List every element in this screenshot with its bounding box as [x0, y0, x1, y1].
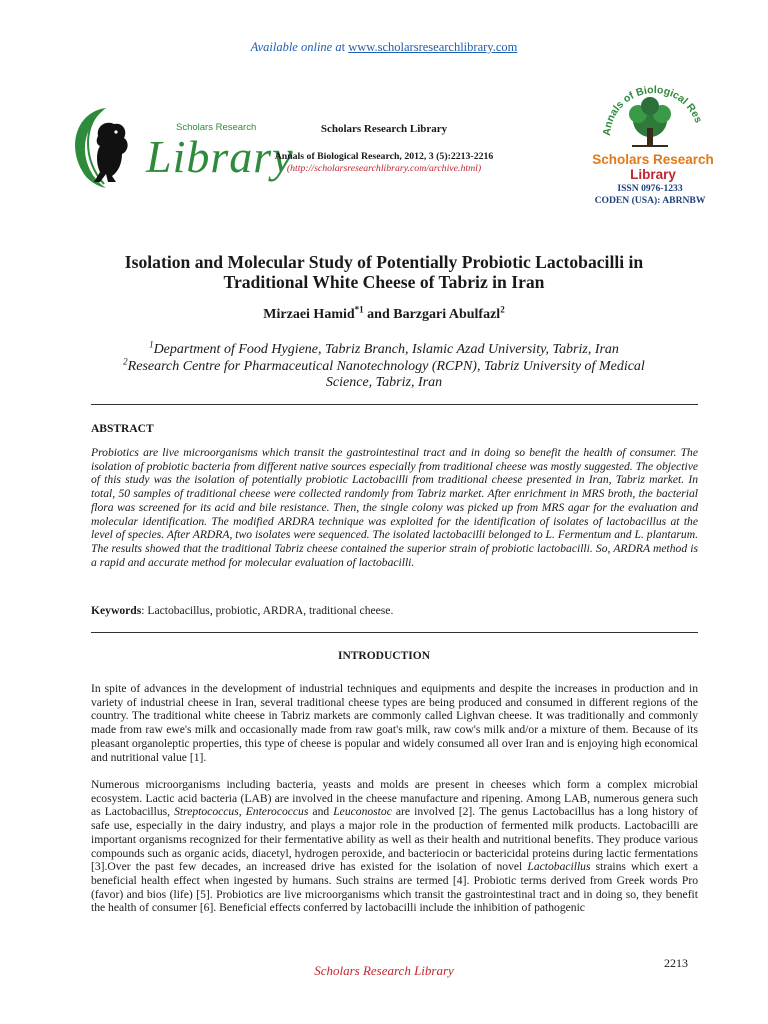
p2-part-b: ,: [238, 805, 246, 819]
divider-top: [91, 404, 698, 405]
issn-number: ISSN 0976-1233: [617, 183, 683, 194]
author-1-sup: *1: [354, 304, 364, 315]
logo-brand-script: Library: [146, 131, 294, 182]
p2-part-e: strains which exert a beneficial health effect when ingested by humans. Such strains are termed [4]. Probiotic terms derived from Greek words Pro (favor) and bios (life) [5]. Probiotics are live microorganisms which transit the gastrointestinal tract and in doing so, they benefit the health of consumer [6]. Beneficial effects conferred by lactobacilli include the inhibition of pathogenic: [91, 860, 698, 915]
affil-2b: Science, Tabriz, Iran: [325, 375, 443, 390]
available-label: Available online a: [250, 40, 342, 54]
archive-link[interactable]: (http://scholarsresearchlibrary.com/archive.html): [286, 163, 482, 174]
author-line: [60, 304, 708, 323]
p2-part-c: and: [308, 805, 334, 819]
annals-journal-logo: [588, 74, 718, 184]
affiliations: [60, 339, 708, 392]
p2-enterococcus: Enterococcus: [245, 805, 309, 819]
coden-number: CODEN (USA): ABRNBW: [594, 195, 706, 206]
available-label-tail: t: [341, 40, 349, 54]
journal-citation: Annals of Biological Research, 2012, 3 (5):2213-2216: [274, 151, 494, 162]
intro-paragraph-2: [91, 778, 698, 915]
page-number: 2213: [664, 956, 688, 970]
abstract-heading: ABSTRACT: [91, 423, 154, 435]
introduction-heading: INTRODUCTION: [337, 650, 430, 662]
logo-brand-line2: Library: [630, 167, 676, 182]
title-line-2: Traditional White Cheese of Tabriz in Iran: [223, 272, 545, 292]
logo-arc-text: Annals of Biological Res: [600, 83, 705, 137]
affil-2a: Research Centre for Pharmaceutical Nanotechnology (RCPN), Tabriz University of Medical: [127, 358, 645, 374]
abstract-body: Probiotics are live microorganisms which transit the gastrointestinal tract and in doing so benefit the health of consumer. The isolation of probiotic bacteria from different native sources especially from traditional cheese was mostly suggested. The objective of this study was the isolation of potentially probiotic Lactobacilli from traditional cheese presented in Iran, Tabriz market. In total, 50 samples of traditional cheese were collected randomly from Tabriz market. After enrichment in MRS broth, the bacterial flora was screened for its acid and bile resistance. Then, the single colony was picked up from MRS agar for the evaluation and molecular identification. The modified ARDRA technique was exploited for the identification of isolates of lactobacillus at the level of species. After ARDRA, two isolates were sequenced. The isolated lactobacilli belonged to L. Fermentum and L. plantarum. The results showed that the traditional Tabriz cheese contained the superior strain of probiotic lactobacilli. So, ARDRA method is a rapid and accurate method for molecular evaluation of lactobacilli.: [91, 446, 698, 569]
author-1: Mirzaei Hamid: [263, 307, 355, 322]
divider-bottom: [91, 632, 698, 633]
intro-paragraph-1: In spite of advances in the development of industrial techniques and equipments and despite the increases in production and in variety of industrial cheese in Iran, several traditional cheese types are being produced and consumed in different regions of the country. The traditional white cheese in Tabriz markets are commonly called Lighvan cheese. It was traditionally and commonly made from raw ewe's milk and occasionally made from raw goat's milk, raw cow's milk and/or a mixture of them. Because of its pleasant organoleptic properties, this type of cheese is popular and widely consumed all over Iran and is enjoying high economical and nutritional value [1].: [91, 682, 698, 764]
footer-library: Scholars Research Library: [314, 963, 454, 978]
availability-line: [0, 40, 768, 55]
issn-block: [580, 183, 720, 207]
affil-2-sup: 2: [123, 355, 128, 366]
keywords-line: [91, 604, 698, 617]
title-line-1: Isolation and Molecular Study of Potentially Probiotic Lactobacilli in: [124, 252, 644, 272]
logo-brand-line1: Scholars Research: [592, 152, 714, 167]
keywords-list: : Lactobacillus, probiotic, ARDRA, traditional cheese.: [141, 604, 394, 617]
affil-1-sup: 1: [149, 339, 154, 350]
p2-part-d: are involved [2]. The genus Lactobacillus has a long history of safe use, especially in the dairy industry, and plays a major role in the production of fermented milk products. Lactobacilli are important organisms recognized for their fermentative ability as well as their health and nutritional benefits. They produce various compounds such as organic acids, diacetyl, hydrogen peroxide, and bacteriocin or bactericidal proteins during lactic fermentations [3].Over the past few decades, an increased drive has existed for the isolation of novel: [91, 805, 698, 874]
p2-streptococcus: Streptococcus: [174, 805, 239, 819]
publisher-name: Scholars Research Library: [320, 123, 448, 135]
affil-1: Department of Food Hygiene, Tabriz Branch, Islamic Azad University, Tabriz, Iran: [153, 342, 619, 357]
paper-title: [60, 252, 708, 292]
p2-part-a: Numerous microorganisms including bacteria, yeasts and molds are present in cheeses which form a complex microbial ecosystem. Lactic acid bacteria (LAB) are involved in the cheese manufacture and ripening. Among LAB, numerous genera such as Lactobacillus,: [91, 778, 698, 819]
logo-brand-small: Scholars Research: [176, 122, 257, 133]
site-link[interactable]: www.scholarsresearchlibrary.com: [348, 40, 518, 54]
keywords-label: Keywords: [91, 604, 142, 617]
author-join: and Barzgari Abulfazl: [363, 307, 501, 322]
p2-lactobacillus: Lactobacillus: [527, 860, 591, 874]
author-2-sup: 2: [500, 304, 505, 315]
p2-leuconostoc: Leuconostoc: [333, 805, 392, 819]
